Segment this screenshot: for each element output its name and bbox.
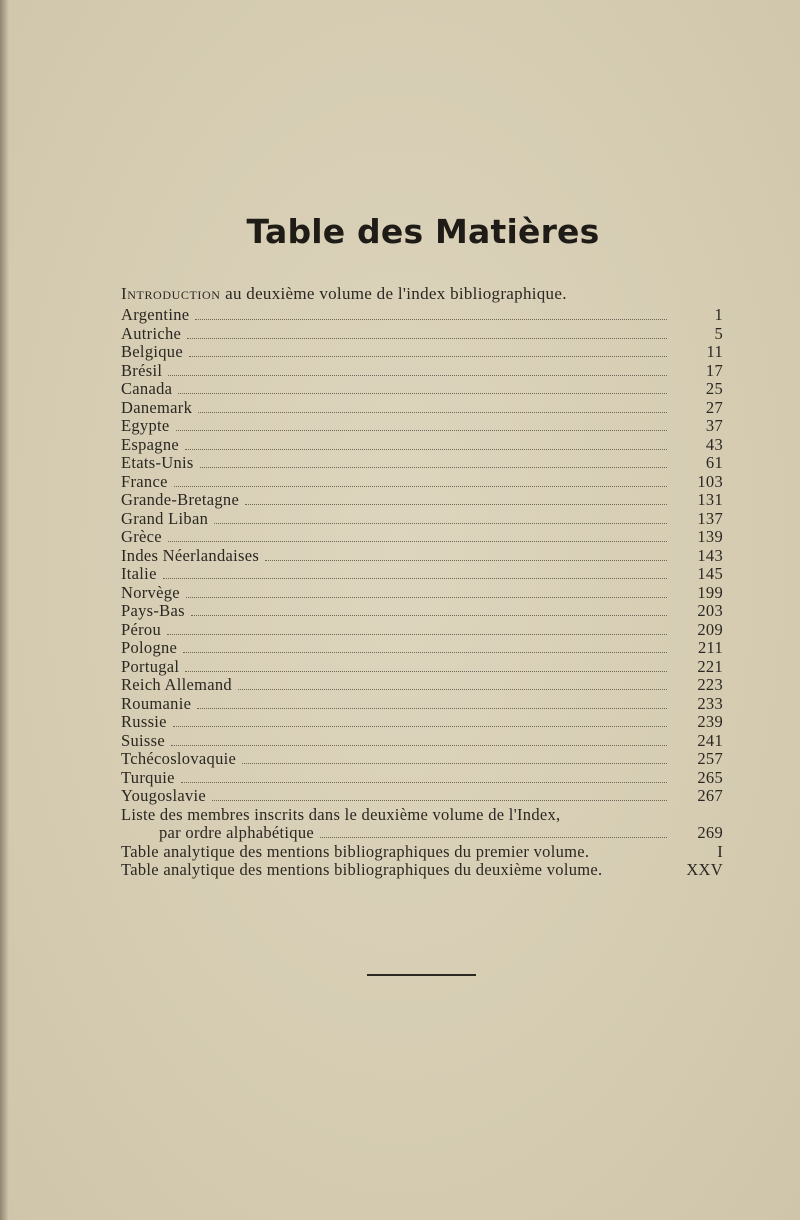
dot-leader [168,541,667,542]
dot-leader [176,430,667,431]
toc-entry-label: Pays-Bas [121,601,185,620]
dot-leader [186,597,667,598]
toc-entry-label: par ordre alphabétique [159,823,315,842]
toc-entry [121,565,723,584]
toc-entry-label: France [121,471,168,491]
toc-entry-page: 143 [697,545,723,565]
toc-entry [121,528,723,547]
toc-entry [121,436,723,455]
dot-leader [183,652,667,653]
dot-leader [200,467,667,468]
analytic-table-entry [121,861,723,880]
toc-entry-label: Pérou [121,619,161,639]
dot-leader [163,578,667,579]
toc-entry-label: Grand Liban [121,508,209,528]
toc-entry [121,658,723,677]
introduction-keyword: Introduction [121,284,221,303]
toc-entry [121,510,723,529]
toc-entry-label: Pologne [121,638,178,657]
dot-leader [245,504,667,505]
toc-entry-page: 209 [697,619,723,639]
table-of-contents [121,306,723,880]
toc-entry [121,306,723,325]
toc-entry [121,602,723,621]
dot-leader [197,708,667,709]
dot-leader [185,449,667,450]
dot-leader [178,393,667,394]
introduction-line [121,284,567,304]
toc-entry [121,325,723,344]
toc-entry-page: I [717,841,723,861]
dot-leader [320,837,667,838]
toc-entry-label: Grèce [121,527,162,546]
toc-entry-page: 25 [705,379,723,398]
toc-entry-label: Table analytique des mentions bibliographiques du premier volume. [121,841,590,861]
dot-leader [181,782,667,783]
toc-entry-page: 37 [705,416,723,435]
toc-entry [121,787,723,806]
toc-entry [121,491,723,510]
introduction-text: au deuxième volume de l'index bibliographique. [225,284,567,303]
toc-entry-page: 265 [697,767,723,787]
dot-leader [212,800,667,801]
toc-entry-page: 223 [697,675,723,694]
dot-leader [174,486,667,487]
toc-entry-label: Roumanie [121,693,192,713]
toc-entry-page: 103 [697,471,723,491]
toc-entry-label: Reich Allemand [121,675,232,694]
toc-entry-page: 199 [697,582,723,602]
toc-entry-label: Russie [121,712,167,731]
toc-entry-label: Italie [121,564,157,583]
toc-entry-page: 257 [697,749,723,768]
dot-leader [187,338,667,339]
dot-leader [195,319,667,320]
dot-leader [185,671,667,672]
toc-entry-page: 221 [697,656,723,676]
members-list-entry [121,806,723,825]
toc-entry-label: Autriche [121,323,182,343]
toc-entry [121,547,723,566]
dot-leader [265,560,667,561]
toc-entry-label: Liste des membres inscrits dans le deuxième volume de l'Index, [121,804,561,824]
toc-entry [121,695,723,714]
toc-entry-page: 131 [697,490,723,509]
toc-entry [121,454,723,473]
toc-entry-label: Egypte [121,416,170,435]
toc-entry-page: 269 [697,823,723,842]
toc-entry-label: Portugal [121,656,180,676]
toc-entry-label: Brésil [121,360,163,380]
toc-entry [121,621,723,640]
toc-entry [121,676,723,695]
toc-entry-label: Suisse [121,730,165,750]
toc-entry-label: Espagne [121,434,179,454]
dot-leader [214,523,667,524]
toc-entry-page: 27 [705,397,723,417]
toc-entry-label: Canada [121,379,173,398]
members-list-entry-continued [121,824,723,843]
toc-entry-page: 203 [697,601,723,620]
toc-entry-page: 5 [714,323,723,343]
page-binding-edge [0,0,9,1220]
toc-entry [121,473,723,492]
toc-entry-page: 239 [697,712,723,731]
toc-entry [121,750,723,769]
toc-entry [121,399,723,418]
toc-entry-page: 11 [706,342,723,361]
toc-entry-label: Belgique [121,342,183,361]
toc-entry [121,343,723,362]
toc-entry-label: Table analytique des mentions bibliographiques du deuxième volume. [121,860,603,879]
page-title: Table des Matières [246,212,600,251]
toc-entry [121,380,723,399]
toc-entry [121,584,723,603]
toc-entry-page: 17 [705,360,723,380]
toc-entry-label: Norvège [121,582,180,602]
toc-entry-label: Indes Néerlandaises [121,545,260,565]
dot-leader [173,726,667,727]
toc-entry-page: 233 [697,693,723,713]
toc-entry [121,713,723,732]
toc-entry-page: 139 [697,527,723,546]
dot-leader [168,375,667,376]
toc-entry-label: Danemark [121,397,193,417]
toc-entry-page: XXV [686,860,723,879]
toc-entry [121,417,723,436]
dot-leader [189,356,667,357]
toc-entry-page: 61 [705,453,723,472]
dot-leader [171,745,667,746]
dot-leader [167,634,667,635]
toc-entry-page: 241 [697,730,723,750]
toc-entry [121,362,723,381]
toc-entry [121,639,723,658]
analytic-table-entry [121,843,723,862]
toc-entry [121,732,723,751]
dot-leader [191,615,667,616]
toc-entry-label: Yougoslavie [121,786,207,805]
dot-leader [198,412,667,413]
toc-entry-page: 43 [705,434,723,454]
toc-entry [121,769,723,788]
toc-entry-page: 145 [697,564,723,583]
dot-leader [238,689,667,690]
closing-rule [367,974,476,976]
toc-entry-page: 1 [714,305,723,324]
toc-entry-label: Grande-Bretagne [121,490,240,509]
toc-entry-label: Turquie [121,767,175,787]
dot-leader [242,763,667,764]
toc-entry-page: 267 [697,786,723,805]
toc-entry-page: 137 [697,508,723,528]
toc-entry-label: Etats-Unis [121,453,194,472]
toc-entry-label: Tchécoslovaquie [121,749,237,768]
toc-entry-page: 211 [697,638,723,657]
toc-entry-label: Argentine [121,305,190,324]
